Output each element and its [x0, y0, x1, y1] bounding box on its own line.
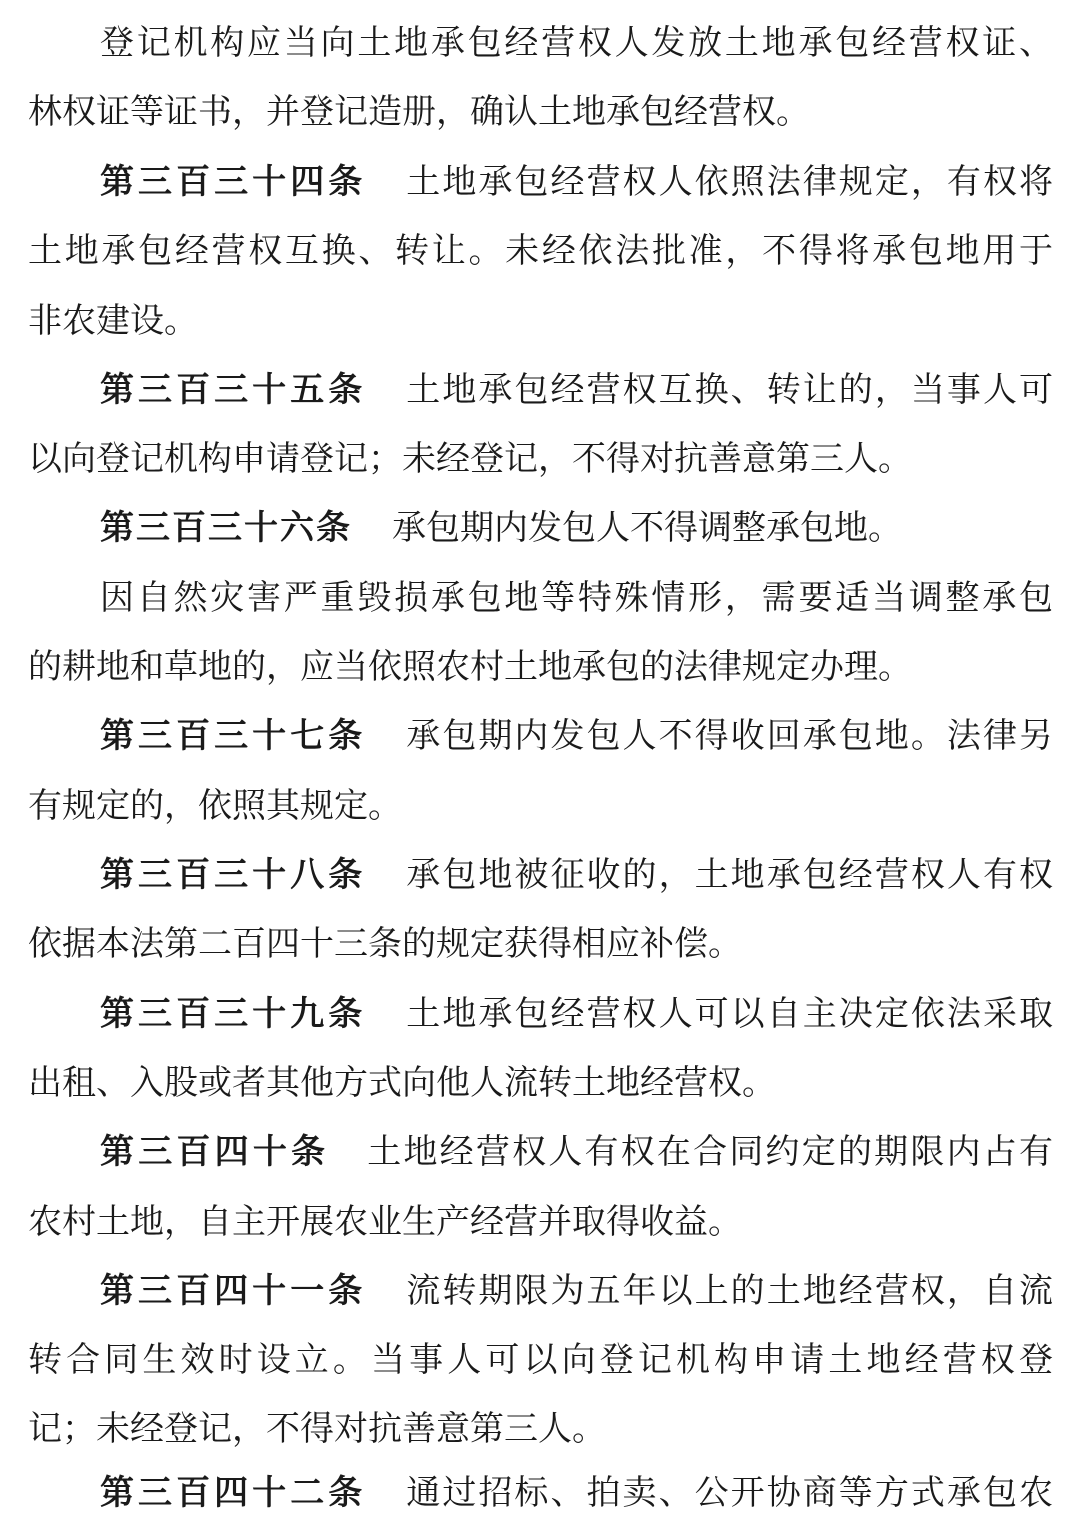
article-335-first-line: 第三百三十五条 土地承包经营权互换、转让的，当事人可 — [100, 370, 1053, 410]
article-334-first-line: 第三百三十四条 土地承包经营权人依照法律规定，有权将 — [100, 162, 1053, 202]
paragraph-line: 林权证等证书，并登记造册，确认土地承包经营权。 — [28, 92, 810, 132]
article-337-first-line: 第三百三十七条 承包期内发包人不得收回承包地。法律另 — [100, 716, 1053, 756]
article-341-first-line: 第三百四十一条 流转期限为五年以上的土地经营权，自流 — [100, 1271, 1053, 1311]
paragraph-line: 以向登记机构申请登记；未经登记，不得对抗善意第三人。 — [28, 439, 912, 479]
article-number: 第三百三十五条 — [100, 370, 367, 410]
paragraph-line: 出租、入股或者其他方式向他人流转土地经营权。 — [28, 1063, 776, 1103]
article-number: 第三百四十二条 — [100, 1473, 367, 1513]
article-number: 第三百三十六条 — [100, 508, 352, 548]
paragraph-line: 非农建设。 — [28, 301, 198, 341]
article-number: 第三百三十四条 — [100, 162, 367, 202]
article-number: 第三百三十九条 — [100, 994, 367, 1034]
article-340-first-line: 第三百四十条 土地经营权人有权在合同约定的期限内占有 — [100, 1132, 1053, 1172]
paragraph-line: 依据本法第二百四十三条的规定获得相应补偿。 — [28, 924, 742, 964]
paragraph-line: 有规定的，依照其规定。 — [28, 786, 402, 826]
paragraph-line: 记；未经登记，不得对抗善意第三人。 — [28, 1409, 606, 1449]
paragraph-line: 农村土地，自主开展农业生产经营并取得收益。 — [28, 1202, 742, 1242]
article-338-first-line: 第三百三十八条 承包地被征收的，土地承包经营权人有权 — [100, 855, 1053, 895]
paragraph-line: 因自然灾害严重毁损承包地等特殊情形，需要适当调整承包 — [100, 578, 1053, 618]
article-number: 第三百三十七条 — [100, 716, 367, 756]
article-number: 第三百四十一条 — [100, 1271, 367, 1311]
paragraph-line: 登记机构应当向土地承包经营权人发放土地承包经营权证、 — [100, 23, 1053, 63]
article-number: 第三百三十八条 — [100, 855, 367, 895]
article-number: 第三百四十条 — [100, 1132, 330, 1172]
article-336-first-line: 第三百三十六条 承包期内发包人不得调整承包地。 — [100, 508, 902, 548]
article-342-first-line: 第三百四十二条 通过招标、拍卖、公开协商等方式承包农 — [100, 1473, 1053, 1513]
paragraph-line: 的耕地和草地的，应当依照农村土地承包的法律规定办理。 — [28, 647, 912, 687]
paragraph-line: 转合同生效时设立。当事人可以向登记机构申请土地经营权登 — [28, 1340, 1053, 1380]
article-339-first-line: 第三百三十九条 土地承包经营权人可以自主决定依法采取 — [100, 994, 1053, 1034]
paragraph-line: 土地承包经营权互换、转让。未经依法批准，不得将承包地用于 — [28, 231, 1053, 271]
